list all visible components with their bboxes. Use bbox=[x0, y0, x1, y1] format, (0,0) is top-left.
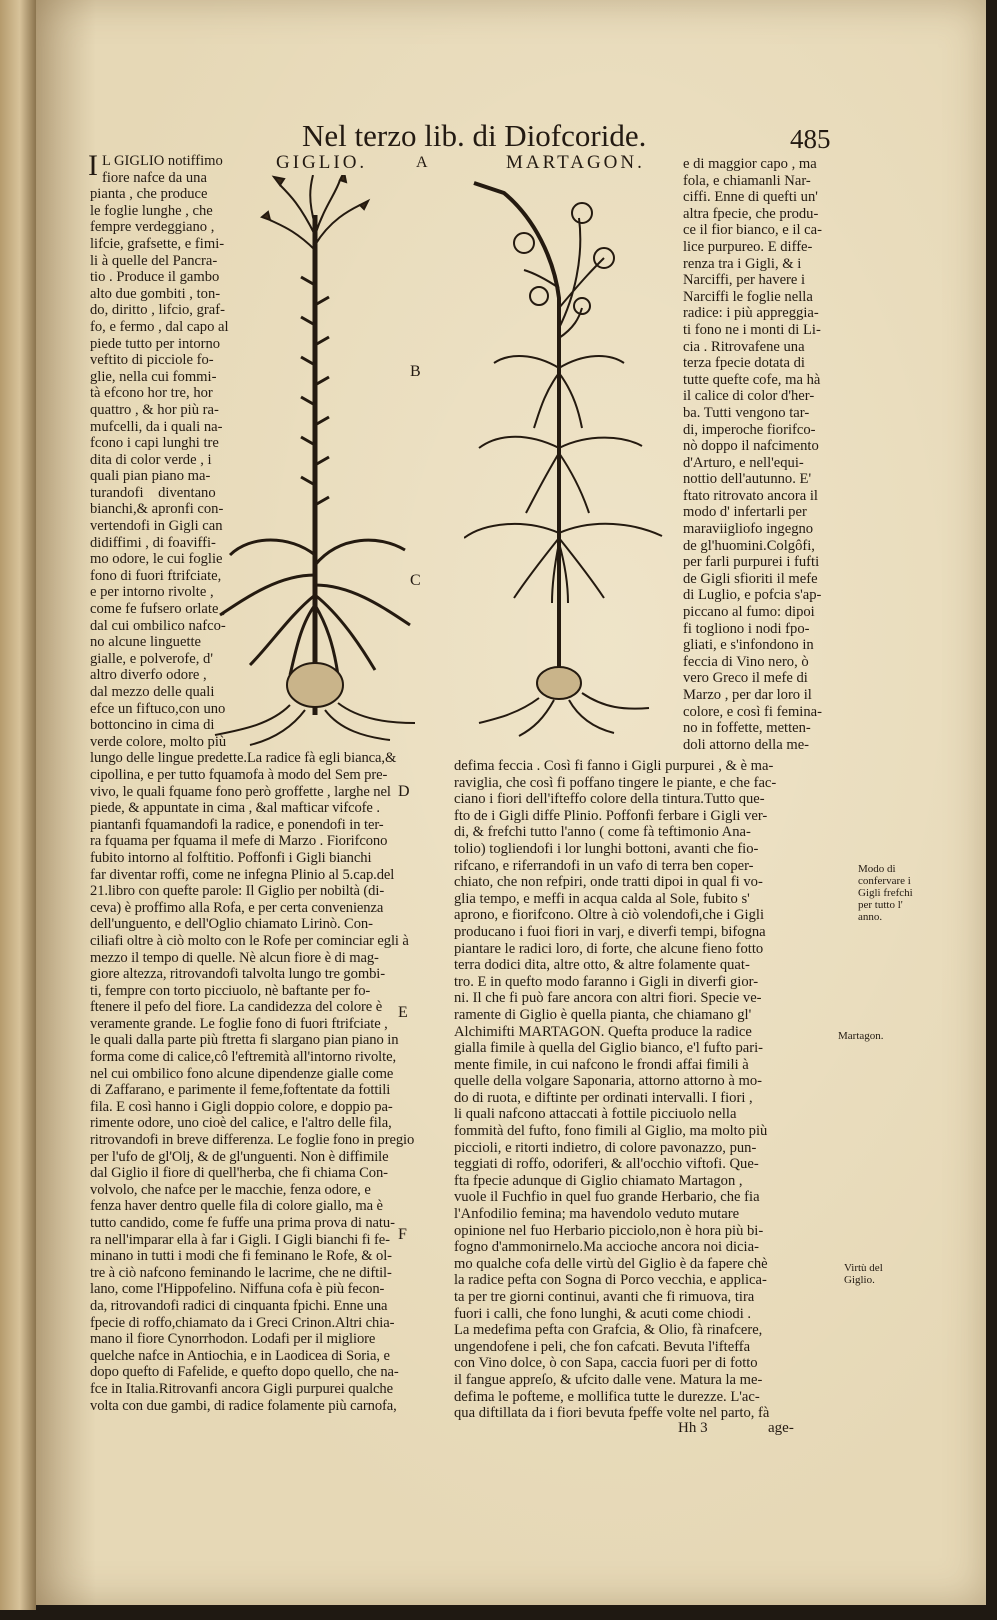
text-line: cia . Ritrovafene una bbox=[683, 338, 805, 355]
text-line: raviglia, che così fi poffano tingere le piante, e che fac- bbox=[454, 774, 777, 791]
text-line: la radice pefta con Sogna di Porco vecchia, e applica- bbox=[454, 1272, 767, 1289]
section-letter-b: B bbox=[410, 363, 421, 380]
text-line: ftato ritrovato ancora il bbox=[683, 487, 818, 504]
section-letter-f: F bbox=[398, 1226, 407, 1243]
drop-cap: I bbox=[88, 149, 98, 182]
section-letter-d: D bbox=[398, 783, 410, 800]
text-line: veftito di picciole fo- bbox=[90, 352, 214, 369]
text-line: lano, come l'Hippofelino. Niffuna cofa è più fecon- bbox=[90, 1281, 385, 1298]
text-line: quelle della volgare Saponaria, attorno attorno à mo- bbox=[454, 1073, 762, 1090]
text-line: radice: i più appreggia- bbox=[683, 305, 819, 322]
text-line: teggiati di roffo, odoriferi, & all'occhio viftofi. Que- bbox=[454, 1156, 759, 1173]
text-line: quali pian piano ma- bbox=[90, 468, 211, 485]
text-line: d'Arturo, e nell'equi- bbox=[683, 454, 804, 471]
text-line: piccano al fumo: dipoi bbox=[683, 604, 815, 621]
text-line: piccioli, e ritorti indietro, di colore pavonazzo, pun- bbox=[454, 1139, 757, 1156]
text-line: aprono, e fiorifcono. Oltre à ciò volendofi,che i Gigli bbox=[454, 907, 765, 924]
text-line: nel cui ombilico fono alcune dipendenze gialle come bbox=[90, 1065, 394, 1082]
section-letter-c: C bbox=[410, 572, 421, 589]
text-line: gliati, e s'infondono in bbox=[683, 637, 814, 654]
text-line: dal cui ombilico nafco- bbox=[90, 617, 226, 634]
text-line: vivo, le quali fquame fono però groffette , larghe nel bbox=[90, 783, 391, 800]
text-line: vuole il Fuchfio in quel fuo grande Herbario, che fia bbox=[454, 1189, 760, 1206]
text-line: fogno d'ammonirnelo.Ma accioche ancora noi dicia- bbox=[454, 1239, 759, 1256]
text-line: dita di color verde , i bbox=[90, 451, 212, 468]
text-line: Narciffi le foglie nella bbox=[683, 288, 813, 305]
text-line: nottio dell'autunno. E' bbox=[683, 471, 812, 488]
text-line: terra dodici dita, altre otto, & altre folamente quat- bbox=[454, 957, 750, 974]
text-line: fcono i capi lunghi tre bbox=[90, 435, 219, 452]
text-line: volta con due gambi, di radice folamente più carnofa, bbox=[90, 1397, 397, 1414]
text-line: ti, fempre con torto picciuolo, nè baftante per fo- bbox=[90, 982, 371, 999]
text-line: de Gigli sfioriti il mefe bbox=[683, 570, 818, 587]
text-line: bottoncino in cima di bbox=[90, 717, 215, 734]
bottom-text-column bbox=[454, 758, 834, 1422]
signature-mark: Hh 3 bbox=[678, 1420, 708, 1436]
text-line: minano in tutti i modi che fi feminano le Rofe, & ol- bbox=[90, 1248, 392, 1265]
text-line: con Vino dolce, ò con Sapa, caccia fuori per di fotto bbox=[454, 1355, 758, 1372]
text-line: lice purpureo. E diffe- bbox=[683, 238, 813, 255]
text-line: fiore nafce da una bbox=[102, 169, 207, 186]
text-line: terza fpecie dotata di bbox=[683, 355, 805, 372]
running-header: Nel terzo lib. di Diofcoride. bbox=[302, 118, 647, 153]
text-line: gialla fimile à quella del Giglio bianco, e'l fufto pari- bbox=[454, 1040, 763, 1057]
text-line: fommità del fufto, fono fimili al Giglio, ma molto più bbox=[454, 1123, 768, 1140]
text-line: feccia di Vino nero, ò bbox=[683, 653, 809, 670]
text-line: fce in Italia.Ritrovanfi ancora Gigli purpurei qualche bbox=[90, 1380, 393, 1397]
text-line: renza tra i Gigli, & i bbox=[683, 255, 802, 272]
text-line: fpecie di roffo,chiamato da i Greci Crinon.Altri chia- bbox=[90, 1314, 395, 1331]
text-line: glie, nella cui fommi- bbox=[90, 368, 217, 385]
text-line: glia tempo, e meffi in acqua calda al Sole, fubito s' bbox=[454, 890, 750, 907]
text-line: tolio) togliendofi i lor lunghi bottoni, avanti che fio- bbox=[454, 840, 759, 857]
text-line: cipollina, e per tutto fquamofa à modo del Sem pre- bbox=[90, 766, 388, 783]
text-line: vertendofi in Gigli can bbox=[90, 518, 223, 535]
page-number: 485 bbox=[790, 124, 831, 154]
text-line: Alchimifti MARTAGON. Quefta produce la radice bbox=[454, 1023, 752, 1040]
text-line: l'Anfodilio femina; ma havendolo veduto mutare bbox=[454, 1206, 740, 1223]
text-line: veramente grande. Le foglie fono di fuori ftrifciate , bbox=[90, 1015, 388, 1032]
text-line: Marzo , per dar loro il bbox=[683, 687, 812, 703]
text-line: ni. Il che fi può fare ancora con altri fiori. Specie ve- bbox=[454, 990, 762, 1007]
text-line: nò doppo il nafcimento bbox=[683, 438, 819, 455]
text-line: mezzo il tempo di quelle. Nè alcun fiore è di mag- bbox=[90, 949, 379, 966]
text-line: colore, e così fi femina- bbox=[683, 703, 822, 720]
text-line: le foglie lunghe , che bbox=[90, 202, 213, 219]
right-text-column bbox=[683, 156, 843, 753]
text-line: dal mezzo delle quali bbox=[90, 684, 215, 700]
text-line: modo d' infertarli per bbox=[683, 504, 807, 521]
text-line: piede tutto per intorno bbox=[90, 335, 221, 352]
text-line: ungendofene i peli, che fon cafcati. Bevuta l'ifteffa bbox=[454, 1338, 751, 1355]
text-line: no in foffette, metten- bbox=[683, 720, 811, 737]
text-line: tre à ciò nafcono feminando le lacrime, che ne diftil- bbox=[90, 1264, 392, 1281]
text-line: come fe fufsero orlate , bbox=[90, 601, 226, 618]
text-line: rimente odore, uno cioè del calice, e l'altro delle fila, bbox=[90, 1115, 392, 1132]
text-line: fo, e fermo , dal capo al bbox=[90, 318, 229, 335]
text-line: dell'unguento, e dell'Oglio chiamato Lirinò. Con- bbox=[90, 916, 373, 933]
text-line: no alcune linguette bbox=[90, 634, 202, 651]
text-line: e di maggior capo , ma bbox=[683, 156, 817, 172]
text-line: ceva) è proffimo alla Rofa, e per certa convenienza bbox=[90, 899, 384, 916]
text-line: da, ritrovandofi radici di cinquanta fpichi. Enne una bbox=[90, 1297, 388, 1314]
text-line: altro diverfo odore , bbox=[90, 667, 207, 684]
text-line: ciano i fiori dell'ifteffo colore della tintura.Tutto que- bbox=[454, 791, 765, 808]
text-line: doli attorno della me- bbox=[683, 736, 810, 753]
text-line: ce il fior bianco, e il ca- bbox=[683, 222, 822, 239]
left-text-column bbox=[88, 149, 430, 1414]
text-line: qua diftillata da i fiori bevuta fpeffe volte nel parto, fà bbox=[454, 1405, 770, 1422]
text-line: do, diritto , lifcio, graf- bbox=[90, 302, 225, 319]
catchword: age- bbox=[768, 1420, 794, 1436]
text-line: dopo quefto di Fafelide, e quefto dopo quello, che na- bbox=[90, 1364, 399, 1381]
text-line: ciffi. Enne di quefti un' bbox=[683, 189, 818, 206]
text-line: per farli purpurei i fufti bbox=[683, 554, 820, 571]
text-line: piede, & appuntate in cima , &al mafticar vifcofe . bbox=[90, 800, 380, 817]
text-line: dal Giglio il fiore di quell'herba, che fi chiama Con- bbox=[90, 1165, 388, 1182]
text-line: li à quelle del Pancra- bbox=[90, 252, 218, 269]
text-line: di, & frefchi tutto l'anno ( come fà teftimonio Ana- bbox=[454, 824, 751, 841]
text-line: mufcelli, da i quali na- bbox=[90, 418, 223, 435]
text-line: tro. E in quefto modo faranno i Gigli in diverfi gior- bbox=[454, 973, 759, 990]
text-line: far diventar roffi, come ne infegna Plinio al 5.cap.del bbox=[90, 866, 395, 883]
martagon-woodcut-illustration bbox=[464, 178, 664, 748]
text-line: turandofi diventano bbox=[90, 484, 216, 501]
text-line: Narciffi, per havere i bbox=[683, 272, 806, 289]
text-line: defima feccia . Così fi fanno i Gigli purpurei , & è ma- bbox=[454, 758, 774, 774]
text-line: bianchi,& apronfi con- bbox=[90, 501, 224, 518]
text-line: fuori i calli, che fono lunghi, & acuti come chiodi . bbox=[454, 1305, 752, 1322]
text-line: verde colore, molto più bbox=[90, 733, 227, 750]
text-line: chiato, che non refpiri, onde tratti dipoi in qual fi vo- bbox=[454, 874, 763, 891]
text-line: quattro , & hor più ra- bbox=[90, 401, 219, 418]
text-line: La medefima pefta con Grafcia, & Olio, fà rinafcere, bbox=[454, 1322, 763, 1339]
margin-note-conservare: Modo di confervare i Gigli frefchi per tutto l' anno. bbox=[858, 863, 913, 923]
text-line: altra fpecie, che produ- bbox=[683, 205, 819, 222]
text-line: forma come di calice,cô l'eftremità all'intorno rivolte, bbox=[90, 1049, 396, 1066]
section-letter-e: E bbox=[398, 1004, 408, 1021]
text-line: ta per tre giorni continui, avanti che fi rimuova, tira bbox=[454, 1289, 755, 1305]
book-page bbox=[36, 0, 986, 1605]
text-line: 21.libro con quefte parole: Il Giglio per nobiltà (di- bbox=[90, 883, 385, 900]
text-line: volvolo, che nafce per le macchie, fenza odore, e bbox=[90, 1181, 371, 1198]
text-line: fubito intorno al folftitio. Poffonfi i Gigli bianchi bbox=[90, 849, 372, 866]
text-line: di Zaffarano, e parimente il feme,foftentate da fottili bbox=[90, 1082, 391, 1099]
text-line: ritrovandofi in breve differenza. Le foglie fono in pregio bbox=[90, 1132, 415, 1149]
text-line: ftenere il pefo del fiore. La candidezza del colore è bbox=[90, 999, 383, 1016]
text-line: fila. E così hanno i Gigli doppio colore, e doppio pa- bbox=[90, 1098, 393, 1115]
text-line: gialle, e polverofe, d' bbox=[90, 650, 213, 667]
text-line: mo qualche cofa delle virtù del Giglio è da fapere chè bbox=[454, 1255, 768, 1272]
text-line: ciliafi oltre à ciò molto con le Rofe per cominciar egli à bbox=[90, 932, 409, 949]
text-line: ramente di Giglio è quella pianta, che chiamano gl' bbox=[454, 1006, 752, 1023]
figure-label-giglio: GIGLIO. bbox=[276, 152, 368, 173]
text-line: lifcie, grafsette, e fimi- bbox=[90, 235, 225, 252]
text-line: tà efcono hor tre, hor bbox=[90, 385, 213, 402]
text-line: il fangue appreſo, & ufcito dalle vene. Matura la me- bbox=[454, 1371, 763, 1388]
text-line: vero Greco il mefe di bbox=[683, 670, 808, 687]
text-line: fto de i Gigli diffe Plinio. Poffonfi ferbare i Gigli ver- bbox=[454, 807, 768, 824]
text-line: efce un fiftuco,con uno bbox=[90, 700, 226, 717]
facing-page-edge bbox=[0, 0, 36, 1610]
text-line: fono di fuori ftrifciate, bbox=[90, 567, 222, 584]
text-line: il calice di color d'her- bbox=[683, 388, 815, 405]
text-line: piantanfi fquamandofi la radice, e ponendofi in ter- bbox=[90, 816, 384, 833]
text-line: di, imperoche fiorifco- bbox=[683, 421, 816, 438]
text-line: per l'ufo de gl'Olj, & de gl'unguenti. Non è diffimile bbox=[90, 1148, 389, 1165]
text-line: tutte quefte cofe, ma hà bbox=[683, 371, 821, 388]
margin-note-martagon: Martagon. bbox=[838, 1030, 884, 1042]
text-line: tutto candido, come fe fuffe una prima prova di natu- bbox=[90, 1215, 395, 1231]
text-line: fi togliono i nodi fpo- bbox=[683, 620, 810, 637]
text-line: defima le pofteme, e mollifica tutte le durezze. L'ac- bbox=[454, 1388, 760, 1405]
text-line: pianta , che produce bbox=[90, 186, 208, 203]
text-line: fta fpecie adunque di Giglio chiamato Martagon , bbox=[454, 1172, 743, 1189]
text-line: ra nell'imparar ella à far i Gigli. I Gigli bianchi fi fe- bbox=[90, 1231, 390, 1248]
text-line: fempre verdeggiano , bbox=[90, 219, 215, 236]
text-line: alto due gombiti , ton- bbox=[90, 285, 221, 302]
text-line: fola, e chiamanli Nar- bbox=[683, 172, 811, 189]
section-letter-a: A bbox=[416, 154, 428, 171]
text-line: ra fquama per fquama il mefe di Marzo . Fiorifcono bbox=[90, 833, 388, 850]
text-line: le quali dalla parte più ftretta fi slargano pian piano in bbox=[90, 1032, 399, 1049]
text-line: piantare le radici loro, di forte, che alcune fieno fotto bbox=[454, 940, 764, 957]
figure-label-martagon: MARTAGON. bbox=[506, 152, 645, 173]
text-line: rifcano, e riferrandofi in un vafo di terra ben coper- bbox=[454, 857, 754, 874]
text-line: tio . Produce il gambo bbox=[90, 269, 220, 286]
text-line: L GIGLIO notiffimo bbox=[102, 153, 223, 169]
text-line: opinione nel fuo Herbario picciolo,non è hora più bi- bbox=[454, 1222, 764, 1239]
text-line: di Luglio, e pofcia s'ap- bbox=[683, 587, 822, 604]
text-line: de gl'huomini.Colgôfi, bbox=[683, 537, 815, 554]
text-line: mente fimile, in cui nafcono le frondi affai fimili à bbox=[454, 1056, 749, 1073]
text-line: ba. Tutti vengono tar- bbox=[683, 404, 810, 421]
text-line: mano il fiore Cynorrhodon. Lodafi per il migliore bbox=[90, 1331, 376, 1348]
text-line: maraviigliofo ingegno bbox=[683, 521, 814, 538]
text-line: li quali nafcono attaccati à fottile picciuolo nella bbox=[454, 1106, 737, 1123]
text-line: lungo delle lingue predette.La radice fà egli bianca,& bbox=[90, 750, 397, 767]
text-line: do di ruota, e diftinte per ordinati intervalli. I fiori , bbox=[454, 1089, 753, 1106]
text-line: e per intorno rivolte , bbox=[90, 584, 214, 601]
text-line: didiffimi , di foaviffi- bbox=[90, 534, 216, 551]
text-line: giore altezza, ritrovandofi talvolta lungo tre gombi- bbox=[90, 966, 385, 983]
text-line: producano i fuoi fiori in varj, e diverfi tempi, bifogna bbox=[454, 923, 766, 940]
margin-note-virtu: Virtù del Giglio. bbox=[844, 1262, 883, 1286]
text-line: quelche nafce in Antiochia, e in Laodicea di Soria, e bbox=[90, 1347, 390, 1364]
text-line: ti fono ne i monti di Li- bbox=[683, 321, 821, 338]
text-line: mo odore, le cui foglie bbox=[90, 551, 223, 568]
text-line: fenza haver dentro quelle fila di colore giallo, ma è bbox=[90, 1198, 383, 1215]
